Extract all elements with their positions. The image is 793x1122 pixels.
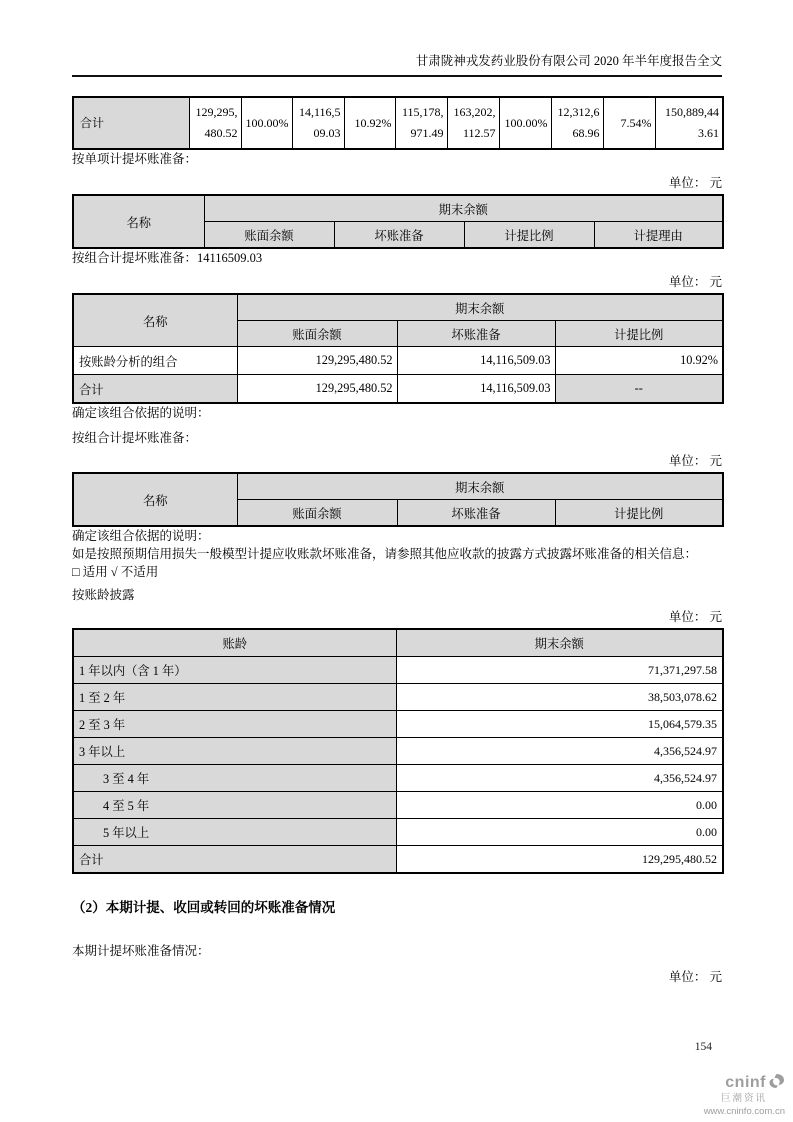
aging-table — [72, 628, 724, 874]
cninfo-brand-text: cninf — [725, 1074, 766, 1091]
header-ending-balance: 期末余额 — [396, 629, 723, 657]
unit-label: 单位： 元 — [668, 610, 722, 624]
table-row-total — [73, 846, 723, 874]
cell-bad-debt: 14,116,509.03 — [397, 347, 555, 375]
cninfo-logo — [685, 1073, 785, 1118]
cninfo-swirl-icon — [768, 1073, 785, 1092]
page-content — [72, 0, 722, 986]
section-label-portfolio-2: 按组合计提坏账准备： — [72, 431, 198, 445]
aging-label: 3 年以上 — [73, 738, 396, 765]
note-basis: 确定该组合依据的说明： — [72, 529, 210, 543]
table-row — [73, 765, 723, 792]
summary-total-table — [72, 96, 724, 150]
table-row-total — [73, 375, 723, 404]
ecl-note: 如是按照预期信用损失一般模型计提应收账款坏账准备，请参照其他应收款的披露方式披露坏账准备的相关信息： — [72, 547, 698, 561]
aging-value: 15,064,579.35 — [396, 711, 723, 738]
cell-ratio: 10.92% — [555, 347, 723, 375]
aging-label: 2 至 3 年 — [73, 711, 396, 738]
table-row — [73, 819, 723, 846]
table-header-row — [73, 629, 723, 657]
header-ending-balance: 期末余额 — [237, 294, 723, 321]
cell-ratio-total: -- — [555, 375, 723, 404]
cninfo-url: www.cninfo.com.cn — [703, 1106, 785, 1117]
table-row — [73, 711, 723, 738]
cell-bad-debt-total: 14,116,509.03 — [397, 375, 555, 404]
aging-value: 0.00 — [396, 792, 723, 819]
page-header-title: 甘肃陇神戎发药业股份有限公司 2020 年半年度报告全文 — [415, 54, 722, 68]
table-row — [73, 792, 723, 819]
subheader-book-balance: 账面余额 — [204, 222, 334, 249]
subheader-book-balance: 账面余额 — [237, 500, 397, 527]
table-row-aging-portfolio — [73, 347, 723, 375]
aging-value: 0.00 — [396, 819, 723, 846]
current-provision-label: 本期计提坏账准备情况： — [72, 944, 210, 958]
table-header-row — [73, 195, 723, 222]
section-label-individual: 按单项计提坏账准备： — [72, 152, 198, 166]
unit-label: 单位： 元 — [668, 970, 722, 984]
cell-bad-debt: 14,116,509.03 — [292, 97, 344, 149]
table-header-row — [73, 473, 723, 500]
subheader-ratio: 计提比例 — [555, 500, 723, 527]
page-number: 154 — [694, 1041, 712, 1053]
unit-label: 单位： 元 — [668, 275, 722, 289]
aging-value: 4,356,524.97 — [396, 765, 723, 792]
subheader-ratio: 计提比例 — [555, 321, 723, 347]
subheader-book-balance: 账面余额 — [237, 321, 397, 347]
note-basis: 确定该组合依据的说明： — [72, 406, 210, 420]
cell-book-balance-total: 129,295,480.52 — [237, 375, 397, 404]
cell-ratio: 10.92% — [344, 97, 395, 149]
section-label-portfolio-value: 按组合计提坏账准备：14116509.03 — [72, 251, 263, 265]
aging-label: 4 至 5 年 — [73, 792, 396, 819]
aging-label-total: 合计 — [73, 846, 396, 874]
unit-label: 单位： 元 — [668, 454, 722, 468]
total-row-label: 合计 — [73, 97, 189, 149]
portfolio-provision-table — [72, 293, 724, 404]
section-heading-2: （2）本期计提、收回或转回的坏账准备情况 — [72, 900, 336, 915]
aging-value: 4,356,524.97 — [396, 738, 723, 765]
unit-label: 单位： 元 — [668, 176, 722, 190]
aging-label: 5 年以上 — [73, 819, 396, 846]
subheader-bad-debt: 坏账准备 — [397, 500, 555, 527]
aging-label: 1 至 2 年 — [73, 684, 396, 711]
individual-provision-table — [72, 194, 724, 249]
subheader-ratio: 计提比例 — [464, 222, 594, 249]
cell-proportion-prior: 100.00% — [499, 97, 551, 149]
subheader-bad-debt: 坏账准备 — [334, 222, 464, 249]
row-name-total: 合计 — [73, 375, 237, 404]
table-row — [73, 684, 723, 711]
header-ending-balance: 期末余额 — [237, 473, 723, 500]
cell-ratio-prior: 7.54% — [603, 97, 655, 149]
table-row — [73, 97, 723, 149]
aging-value-total: 129,295,480.52 — [396, 846, 723, 874]
row-name: 按账龄分析的组合 — [73, 347, 237, 375]
table-row — [73, 657, 723, 684]
aging-label: 3 至 4 年 — [73, 765, 396, 792]
header-ending-balance: 期末余额 — [204, 195, 723, 222]
header-name: 名称 — [73, 294, 237, 347]
header-name: 名称 — [73, 195, 204, 248]
cell-carrying-amount-prior: 150,889,443.61 — [655, 97, 723, 149]
aging-label: 1 年以内（含 1 年） — [73, 657, 396, 684]
cell-carrying-amount: 115,178,971.49 — [395, 97, 447, 149]
aging-value: 38,503,078.62 — [396, 684, 723, 711]
cell-book-balance-prior: 163,202,112.57 — [447, 97, 499, 149]
cell-bad-debt-prior: 12,312,668.96 — [551, 97, 603, 149]
cell-book-balance: 129,295,480.52 — [237, 347, 397, 375]
cninfo-chinese-name: 巨潮资讯 — [720, 1093, 767, 1104]
header-divider — [72, 75, 722, 77]
applicability-line: □ 适用 √ 不适用 — [72, 565, 159, 579]
aging-value: 71,371,297.58 — [396, 657, 723, 684]
cell-proportion: 100.00% — [241, 97, 292, 149]
table-row — [73, 738, 723, 765]
subheader-bad-debt: 坏账准备 — [397, 321, 555, 347]
aging-disclosure-label: 按账龄披露 — [72, 588, 135, 602]
header-name: 名称 — [73, 473, 237, 526]
table-header-row — [73, 294, 723, 321]
header-aging: 账龄 — [73, 629, 396, 657]
subheader-reason: 计提理由 — [594, 222, 723, 249]
cell-book-balance: 129,295,480.52 — [189, 97, 241, 149]
portfolio-provision-empty-table — [72, 472, 724, 527]
